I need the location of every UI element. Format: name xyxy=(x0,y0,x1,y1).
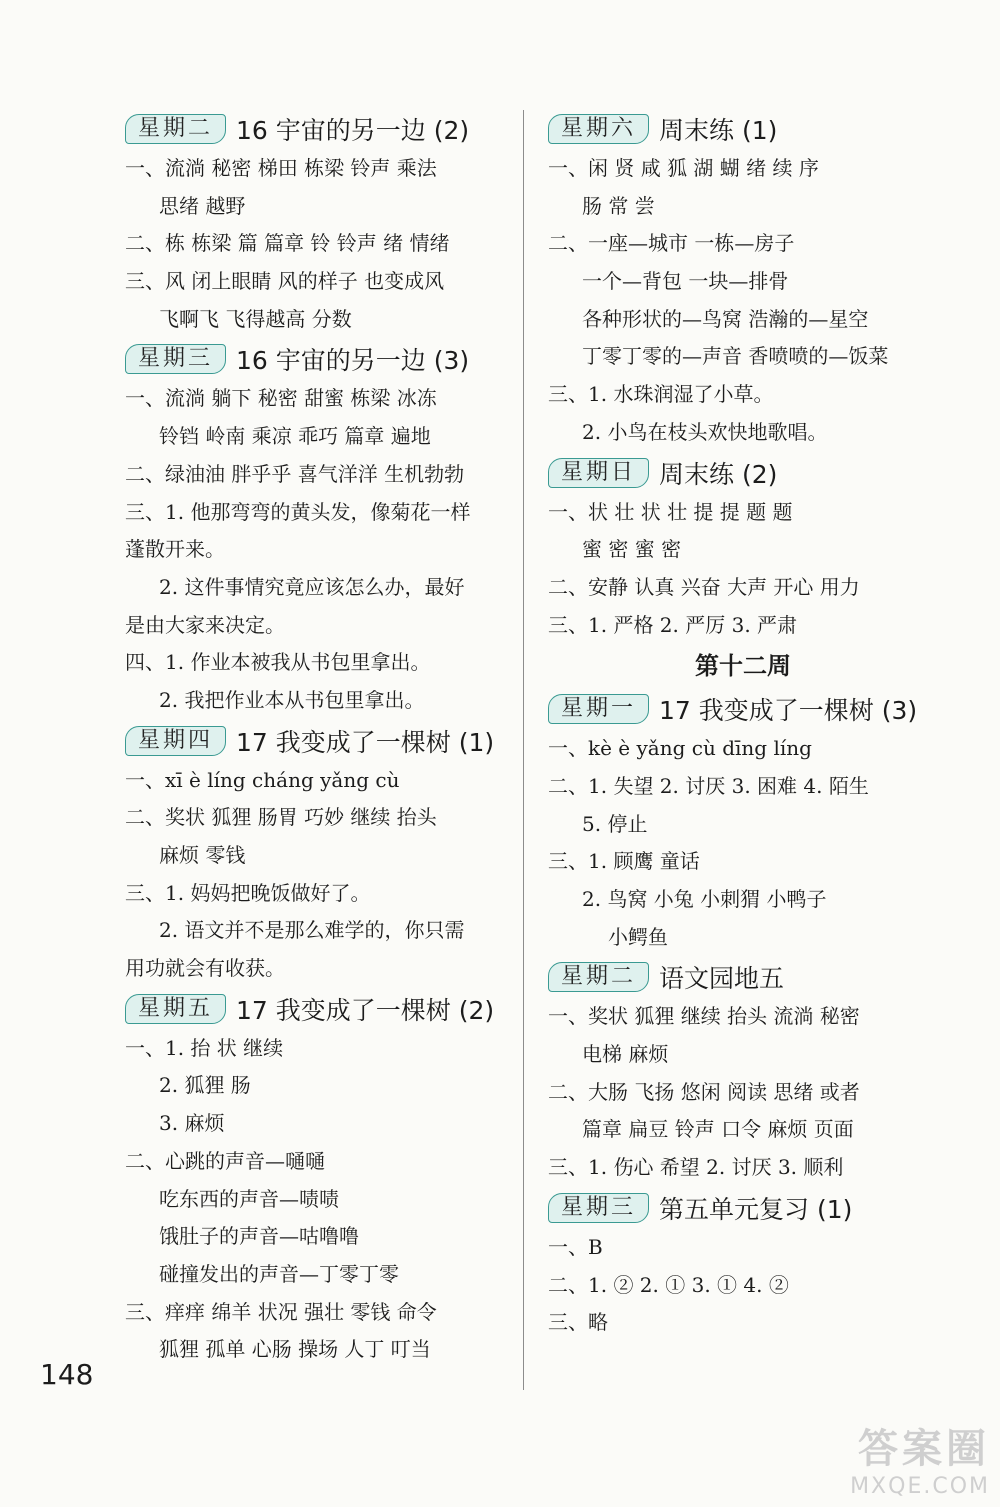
watermark-url: MXQE.COM xyxy=(850,1474,990,1499)
answer-line: 电梯 麻烦 xyxy=(582,1042,669,1067)
answer-line: 二、安静 认真 兴奋 大声 开心 用力 xyxy=(548,574,860,599)
section-title: 17 我变成了一棵树 (2) xyxy=(236,995,495,1025)
answer-line: 三、1. 伤心 希望 2. 讨厌 3. 顺利 xyxy=(548,1155,844,1180)
answer-line: 一、流淌 躺下 秘密 甜蜜 栋梁 冰冻 xyxy=(125,386,437,411)
section-header xyxy=(125,990,515,1028)
answer-line: 丁零丁零的—声音 香喷喷的—饭菜 xyxy=(582,344,889,369)
answer-line: 二、1. 失望 2. 讨厌 3. 困难 4. 陌生 xyxy=(548,773,869,798)
answer-line: 一、B xyxy=(548,1234,603,1259)
answer-line: 5. 停止 xyxy=(582,811,648,836)
section-header xyxy=(125,340,515,378)
answer-line: 是由大家来决定。 xyxy=(125,612,285,637)
answer-line: 2. 小鸟在枝头欢快地歌唱。 xyxy=(582,419,828,444)
answer-line: 碰撞发出的声音—丁零丁零 xyxy=(159,1261,399,1286)
answer-line: 三、1. 水珠润湿了小草。 xyxy=(548,382,774,407)
section-title: 16 宇宙的另一边 (2) xyxy=(236,116,470,145)
answer-line: 2. 鸟窝 小兔 小刺猬 小鸭子 xyxy=(582,887,827,911)
watermark-logo: 答案圈 xyxy=(858,1426,990,1472)
answer-line: 狐狸 孤单 心肠 操场 人丁 叮当 xyxy=(159,1337,431,1362)
answer-line: 篇章 扁豆 铃声 口令 麻烦 页面 xyxy=(582,1117,854,1142)
day-badge: 星期四 xyxy=(125,726,226,756)
answer-line: 三、1. 妈妈把晚饭做好了。 xyxy=(125,880,371,905)
section-title: 17 我变成了一棵树 (1) xyxy=(236,727,495,757)
section-title: 16 宇宙的另一边 (3) xyxy=(236,346,470,376)
answer-line: 饿肚子的声音—咕噜噜 xyxy=(159,1224,359,1249)
answer-line: 三、1. 严格 2. 严厉 3. 严肃 xyxy=(548,612,798,637)
answer-line: 3. 麻烦 xyxy=(159,1111,225,1136)
right-column xyxy=(548,108,938,1342)
answer-line: 一、闲 贤 咸 狐 湖 蝴 绪 续 序 xyxy=(548,156,819,180)
answer-line: 2. 这件事情究竟应该怎么办，最好 xyxy=(159,574,465,599)
answer-line: 二、栋 栋梁 篇 篇章 铃 铃声 绪 情绪 xyxy=(125,231,450,256)
answer-line: 三、痒痒 绵羊 状况 强壮 零钱 命令 xyxy=(125,1299,437,1324)
left-column xyxy=(125,108,515,1369)
answer-line: 二、奖状 狐狸 肠胃 巧妙 继续 抬头 xyxy=(125,805,437,830)
section-header xyxy=(125,110,515,148)
section-header xyxy=(548,454,938,492)
answer-line: 思绪 越野 xyxy=(159,193,246,218)
answer-line: 一、xī è líng cháng yǎng cù xyxy=(125,767,400,792)
section-header xyxy=(548,1189,938,1227)
page-number: 148 xyxy=(40,1358,94,1391)
answer-line: 一、奖状 狐狸 继续 抬头 流淌 秘密 xyxy=(548,1004,860,1029)
answer-line: 2. 语文并不是那么难学的，你只需 xyxy=(159,918,465,943)
section-title: 17 我变成了一棵树 (3) xyxy=(659,696,918,726)
answer-line: 三、风 闭上眼睛 风的样子 也变成风 xyxy=(125,269,445,294)
section-title: 语文园地五 xyxy=(659,964,785,994)
answer-line: 一、状 壮 状 壮 提 提 题 题 xyxy=(548,499,793,524)
answer-line: 用功就会有收获。 xyxy=(125,956,285,981)
day-badge: 星期一 xyxy=(548,694,649,724)
answer-line: 一个—背包 一块—排骨 xyxy=(582,269,789,294)
section-title: 周末练 (1) xyxy=(659,116,778,145)
answer-line: 三、1. 他那弯弯的黄头发，像菊花一样 xyxy=(125,499,471,524)
answer-line: 四、1. 作业本被我从书包里拿出。 xyxy=(125,650,431,675)
section-title: 周末练 (2) xyxy=(659,459,778,489)
answer-line: 麻烦 零钱 xyxy=(159,843,246,867)
day-badge: 星期六 xyxy=(548,114,649,144)
day-badge: 星期三 xyxy=(125,344,226,374)
answer-line: 二、1. ② 2. ① 3. ① 4. ② xyxy=(548,1272,789,1297)
answer-line: 二、心跳的声音—嗵嗵 xyxy=(125,1148,325,1173)
answer-line: 各种形状的—鸟窝 浩瀚的—星空 xyxy=(582,306,869,331)
watermark xyxy=(850,1417,990,1499)
answer-line: 铃铛 岭南 乘凉 乖巧 篇章 遍地 xyxy=(159,424,431,449)
section-header xyxy=(548,958,938,996)
answer-line: 二、大肠 飞扬 悠闲 阅读 思绪 或者 xyxy=(548,1079,860,1104)
column-divider xyxy=(523,110,524,1390)
answer-line: 一、kè è yǎng cù dīng líng xyxy=(548,736,812,761)
answer-line: 2. 我把作业本从书包里拿出。 xyxy=(159,687,425,712)
answer-line: 蓬散开来。 xyxy=(125,537,225,562)
answer-line: 一、流淌 秘密 梯田 栋梁 铃声 乘法 xyxy=(125,156,437,180)
section-header xyxy=(548,110,938,148)
answer-line: 三、1. 顾鹰 童话 xyxy=(548,849,700,874)
answer-line: 三、略 xyxy=(548,1310,608,1335)
section-header xyxy=(125,722,515,760)
answer-line: 飞啊飞 飞得越高 分数 xyxy=(159,306,352,331)
answer-line: 肠 常 尝 xyxy=(582,193,655,218)
answer-line: 2. 狐狸 肠 xyxy=(159,1073,251,1098)
week-heading: 第十二周 xyxy=(695,652,791,681)
day-badge: 星期二 xyxy=(125,114,226,144)
day-badge: 星期日 xyxy=(548,458,649,488)
answer-line: 蜜 密 蜜 密 xyxy=(582,537,682,562)
answer-line: 二、绿油油 胖乎乎 喜气洋洋 生机勃勃 xyxy=(125,461,465,486)
section-title: 第五单元复习 (1) xyxy=(659,1194,853,1224)
answer-line: 小鳄鱼 xyxy=(608,924,668,949)
section-header xyxy=(548,690,938,728)
answer-line: 二、一座—城市 一栋—房子 xyxy=(548,231,795,256)
answer-line: 吃东西的声音—啧啧 xyxy=(159,1186,339,1211)
answer-line: 一、1. 抬 状 继续 xyxy=(125,1035,284,1060)
day-badge: 星期五 xyxy=(125,994,226,1024)
day-badge: 星期二 xyxy=(548,962,649,992)
day-badge: 星期三 xyxy=(548,1193,649,1223)
